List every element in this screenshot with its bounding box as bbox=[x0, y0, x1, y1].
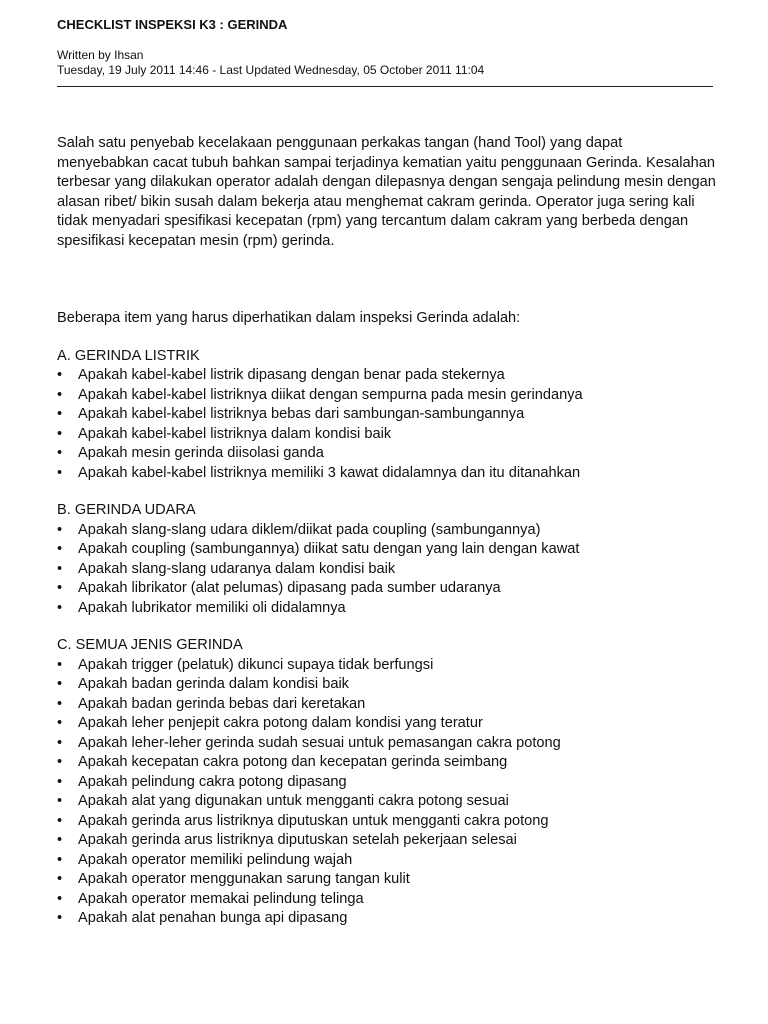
checklist-item bbox=[57, 675, 717, 695]
document-title: CHECKLIST INSPEKSI K3 : GERINDA bbox=[57, 17, 288, 32]
checklist-item-text: Apakah lubrikator memiliki oli didalamnya bbox=[78, 599, 346, 616]
bullet-icon: • bbox=[57, 521, 63, 538]
bullet-icon: • bbox=[57, 695, 63, 712]
bullet-icon: • bbox=[57, 890, 63, 907]
checklist-item-text: Apakah librikator (alat pelumas) dipasang pada sumber udaranya bbox=[78, 580, 501, 596]
checklist-item-text: Apakah pelindung cakra potong dipasang bbox=[78, 773, 347, 790]
checklist-section bbox=[57, 347, 717, 484]
checklist-item-text: Apakah alat penahan bunga api dipasang bbox=[78, 910, 348, 926]
checklist-item bbox=[57, 599, 717, 619]
intro-paragraph: Salah satu penyebab kecelakaan penggunaan perkakas tangan (hand Tool) yang dapat menyebabkan cacat tubuh bahkan sampai terjadinya kematian yaitu penggunaan Gerinda. Kesalahan terbesar yang dilakukan operator adalah dengan dilepasnya dengan sengaja pelindung mesin dengan alasan ribet/ bikin susah dalam bekerja atau menghemat cakram gerinda. Operator juga sering kali tidak menyadari spesifikasi kecepatan (rpm) yang tercantum dalam cakram yang berbeda dengan spesifikasi kecepatan mesin (rpm) gerinda. bbox=[57, 135, 716, 249]
document-meta bbox=[57, 48, 713, 78]
bullet-icon: • bbox=[57, 812, 63, 829]
checklist-item-text: Apakah leher penjepit cakra potong dalam kondisi yang teratur bbox=[78, 715, 483, 731]
bullet-icon: • bbox=[57, 580, 63, 596]
header-divider bbox=[57, 86, 713, 87]
checklist-item bbox=[57, 579, 717, 599]
checklist-item-text: Apakah kabel-kabel listrik dipasang dengan benar pada stekernya bbox=[78, 367, 505, 383]
bullet-icon: • bbox=[57, 734, 63, 751]
checklist-item-text: Apakah leher-leher gerinda sudah sesuai untuk pemasangan cakra potong bbox=[78, 734, 561, 751]
checklist-item bbox=[57, 909, 717, 929]
checklist-item bbox=[57, 773, 717, 793]
checklist-item-text: Apakah slang-slang udara diklem/diikat pada coupling (sambungannya) bbox=[78, 521, 541, 538]
checklist-item bbox=[57, 831, 717, 851]
checklist-item-text: Apakah trigger (pelatuk) dikunci supaya tidak berfungsi bbox=[78, 656, 434, 673]
checklist-item-text: Apakah badan gerinda bebas dari keretakan bbox=[78, 695, 366, 712]
checklist-item bbox=[57, 734, 717, 754]
bullet-icon: • bbox=[57, 910, 63, 926]
checklist-item-text: Apakah coupling (sambungannya) diikat satu dengan yang lain dengan kawat bbox=[78, 541, 580, 557]
checklist-item bbox=[57, 890, 717, 910]
bullet-icon: • bbox=[57, 406, 63, 422]
bullet-icon: • bbox=[57, 599, 63, 616]
date-line: Tuesday, 19 July 2011 14:46 - Last Updated Wednesday, 05 October 2011 11:04 bbox=[57, 63, 485, 77]
checklist-item-text: Apakah gerinda arus listriknya diputuskan setelah pekerjaan selesai bbox=[78, 832, 517, 848]
checklist-item-text: Apakah kabel-kabel listriknya bebas dari sambungan-sambungannya bbox=[78, 406, 525, 422]
bullet-icon: • bbox=[57, 851, 63, 868]
checklist-item bbox=[57, 560, 717, 580]
checklist-item bbox=[57, 695, 717, 715]
checklist-item bbox=[57, 405, 717, 425]
checklist-items bbox=[57, 656, 717, 929]
bullet-icon: • bbox=[57, 832, 63, 848]
bullet-icon: • bbox=[57, 773, 63, 790]
checklist-item bbox=[57, 386, 717, 406]
bullet-icon: • bbox=[57, 754, 63, 770]
bullet-icon: • bbox=[57, 715, 63, 731]
checklist-section bbox=[57, 501, 717, 618]
bullet-icon: • bbox=[57, 560, 63, 577]
lead-paragraph: Beberapa item yang harus diperhatikan dalam inspeksi Gerinda adalah: bbox=[57, 310, 521, 326]
checklist-item bbox=[57, 366, 717, 386]
checklist-item-text: Apakah slang-slang udaranya dalam kondisi baik bbox=[78, 560, 396, 577]
section-title: B. GERINDA UDARA bbox=[57, 502, 196, 518]
bullet-icon: • bbox=[57, 367, 63, 383]
bullet-icon: • bbox=[57, 676, 63, 692]
checklist-item bbox=[57, 464, 717, 484]
checklist-item bbox=[57, 425, 717, 445]
checklist-item bbox=[57, 521, 717, 541]
bullet-icon: • bbox=[57, 386, 63, 403]
bullet-icon: • bbox=[57, 425, 63, 442]
checklist-item bbox=[57, 714, 717, 734]
document-body bbox=[57, 134, 717, 929]
checklist-item bbox=[57, 812, 717, 832]
document-header bbox=[57, 16, 713, 78]
checklist-item bbox=[57, 792, 717, 812]
checklist-item-text: Apakah kabel-kabel listriknya diikat dengan sempurna pada mesin gerindanya bbox=[78, 386, 583, 403]
checklist-item-text: Apakah mesin gerinda diisolasi ganda bbox=[78, 445, 324, 461]
bullet-icon: • bbox=[57, 793, 63, 809]
checklist-item bbox=[57, 444, 717, 464]
section-title: A. GERINDA LISTRIK bbox=[57, 347, 200, 364]
checklist-item bbox=[57, 656, 717, 676]
checklist-item-text: Apakah kabel-kabel listriknya dalam kondisi baik bbox=[78, 425, 392, 442]
section-title: C. SEMUA JENIS GERINDA bbox=[57, 637, 243, 653]
checklist-sections bbox=[57, 347, 717, 929]
checklist-item-text: Apakah operator memakai pelindung telinga bbox=[78, 890, 364, 907]
checklist-section bbox=[57, 636, 717, 929]
checklist-items bbox=[57, 366, 717, 483]
bullet-icon: • bbox=[57, 445, 63, 461]
author-line: Written by Ihsan bbox=[57, 48, 144, 62]
checklist-item-text: Apakah operator menggunakan sarung tangan kulit bbox=[78, 871, 410, 887]
checklist-item bbox=[57, 851, 717, 871]
checklist-item bbox=[57, 540, 717, 560]
checklist-item-text: Apakah operator memiliki pelindung wajah bbox=[78, 851, 353, 868]
bullet-icon: • bbox=[57, 541, 63, 557]
bullet-icon: • bbox=[57, 656, 63, 673]
checklist-item-text: Apakah kabel-kabel listriknya memiliki 3 kawat didalamnya dan itu ditanahkan bbox=[78, 464, 581, 481]
checklist-item-text: Apakah badan gerinda dalam kondisi baik bbox=[78, 676, 349, 692]
checklist-items bbox=[57, 521, 717, 619]
bullet-icon: • bbox=[57, 464, 63, 481]
bullet-icon: • bbox=[57, 871, 63, 887]
checklist-item-text: Apakah gerinda arus listriknya diputuskan untuk mengganti cakra potong bbox=[78, 812, 549, 829]
checklist-item-text: Apakah alat yang digunakan untuk mengganti cakra potong sesuai bbox=[78, 793, 509, 809]
checklist-item-text: Apakah kecepatan cakra potong dan kecepatan gerinda seimbang bbox=[78, 754, 508, 770]
checklist-item bbox=[57, 870, 717, 890]
checklist-item bbox=[57, 753, 717, 773]
